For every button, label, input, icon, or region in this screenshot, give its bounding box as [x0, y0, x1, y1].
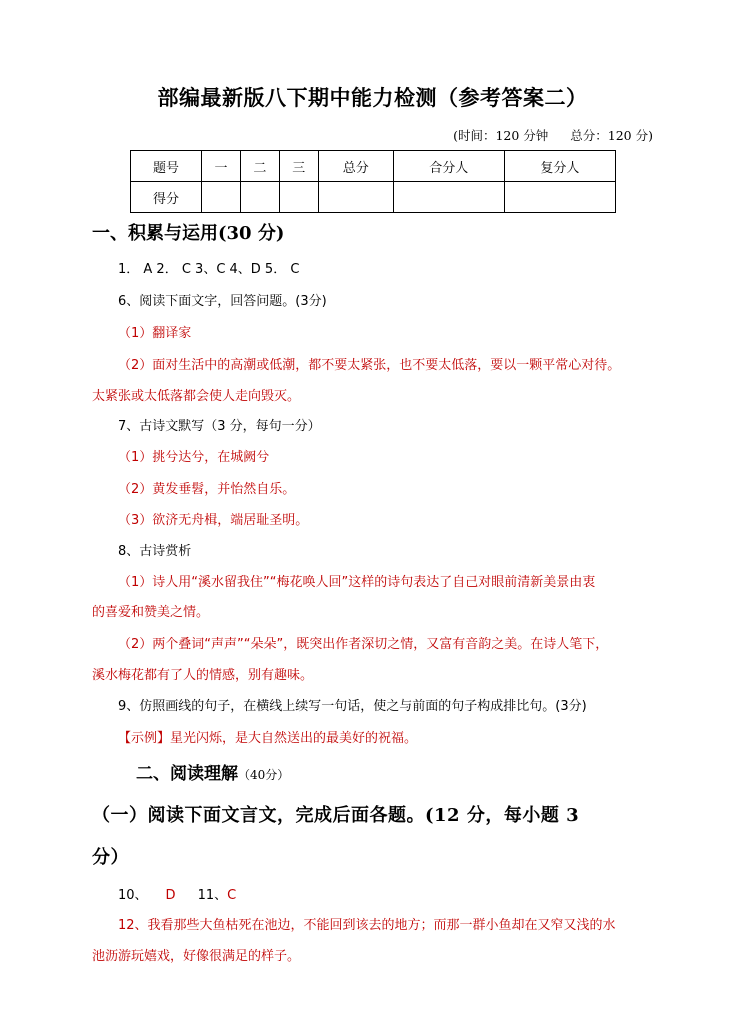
q8-answer-2-cont: 溪水梅花都有了人的情感，别有趣味。	[92, 668, 314, 683]
example-tag: 【示例】	[118, 731, 171, 746]
table-cell	[240, 182, 279, 213]
score-table-header-row	[131, 151, 616, 182]
table-cell: 复分人	[504, 151, 615, 182]
section2-heading-text: 二、阅读理解	[136, 764, 238, 784]
q7-answer-2: （2）黄发垂髫，并怡然自乐。	[118, 482, 296, 497]
subsection1-heading-cont: 分）	[92, 847, 129, 868]
table-cell	[202, 182, 241, 213]
section2-points: （40分）	[238, 768, 290, 782]
table-cell	[318, 182, 393, 213]
table-cell: 合分人	[393, 151, 504, 182]
score-table-score-row	[131, 182, 616, 213]
answers-10-11	[118, 886, 236, 906]
q8-prompt: 8、古诗赏析	[118, 544, 192, 559]
table-cell: 二	[240, 151, 279, 182]
q12-answer-cont: 池沥游玩嬉戏，好像很满足的样子。	[92, 949, 301, 964]
time-limit: (时间：120 分钟	[453, 128, 549, 143]
answers-1-5: 1． A 2． C 3、C 4、D 5． C	[118, 262, 300, 277]
q6-answer-2: （2）面对生活中的高潮或低潮，都不要太紧张，也不要太低落，要以一颗平常心对待。	[118, 358, 621, 373]
q11-answer: C	[227, 888, 237, 903]
table-cell	[393, 182, 504, 213]
subsection1-heading: （一）阅读下面文言文，完成后面各题。(12 分，每小题 3	[92, 805, 580, 826]
section2-heading	[136, 764, 289, 785]
example-text: 星光闪烁，是大自然送出的最美好的祝福。	[170, 731, 418, 746]
document-title: 部编最新版八下期中能力检测（参考答案二）	[157, 85, 588, 110]
table-cell: 得分	[131, 182, 202, 213]
table-cell: 题号	[131, 151, 202, 182]
q9-prompt: 9、仿照画线的句子，在横线上续写一句话，使之与前面的句子构成排比句。(3分)	[118, 699, 587, 714]
q8-answer-1: （1）诗人用“溪水留我住”“梅花唤人回”这样的诗句表达了自己对眼前清新美景由衷	[118, 575, 596, 590]
q12-answer: 12、我看那些大鱼枯死在池边，不能回到该去的地方；而那一群小鱼却在又窄又浅的水	[118, 918, 616, 933]
total-score: 总分：120 分)	[570, 128, 653, 143]
section1-heading: 一、积累与运用(30 分)	[92, 223, 285, 244]
table-cell: 三	[279, 151, 318, 182]
table-cell	[279, 182, 318, 213]
q8-answer-2: （2）两个叠词“声声”“朵朵”，既突出作者深切之情，又富有音韵之美。在诗人笔下，	[118, 637, 609, 652]
score-table	[130, 150, 616, 213]
q10-answer: D	[165, 888, 176, 903]
q6-answer-2-cont: 太紧张或太低落都会使人走向毁灭。	[92, 389, 301, 404]
time-info	[453, 126, 653, 144]
q7-prompt: 7、古诗文默写（3 分，每句一分）	[118, 419, 321, 434]
table-cell: 总分	[318, 151, 393, 182]
table-cell: 一	[202, 151, 241, 182]
q7-answer-3: （3）欲济无舟楫，端居耻圣明。	[118, 513, 309, 528]
table-cell	[504, 182, 615, 213]
q7-answer-1: （1）挑兮达兮，在城阙兮	[118, 450, 270, 465]
q11-label: 11、	[197, 888, 228, 903]
q6-answer-1: （1）翻译家	[118, 326, 192, 341]
q8-answer-1-cont: 的喜爱和赞美之情。	[92, 605, 210, 620]
q6-prompt: 6、阅读下面文字，回答问题。(3分)	[118, 294, 327, 309]
q10-label: 10、	[118, 888, 148, 903]
q9-example	[118, 729, 417, 749]
